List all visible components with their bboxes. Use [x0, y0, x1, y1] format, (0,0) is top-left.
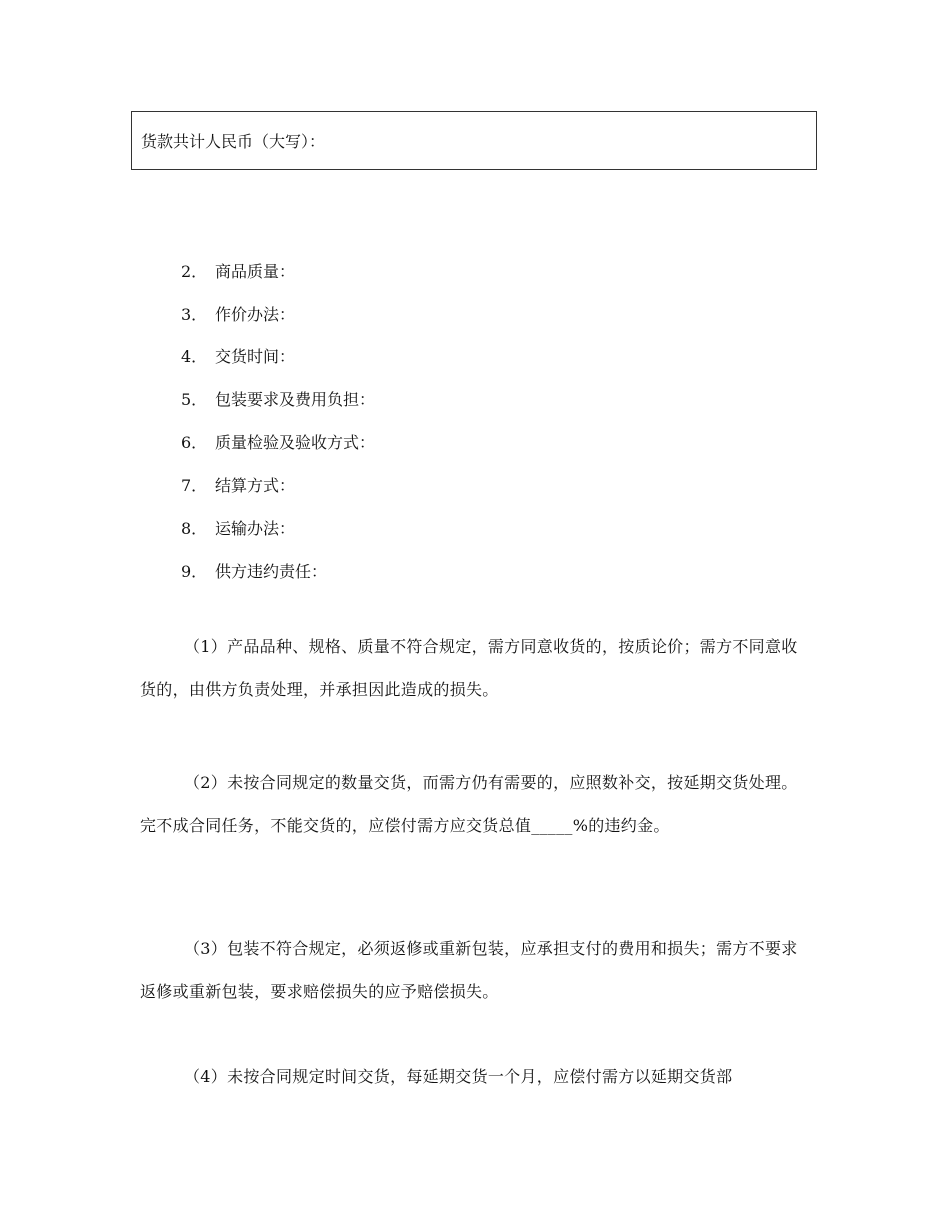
- list-item-number: 8．: [181, 519, 208, 538]
- list-item-number: 5．: [181, 390, 208, 409]
- list-item-number: 6．: [181, 433, 208, 452]
- list-item-number: 4．: [181, 347, 208, 366]
- list-item-text: 作价办法：: [215, 305, 296, 324]
- list-item-text: 包装要求及费用负担：: [215, 390, 376, 409]
- list-item-settlement: [181, 473, 295, 496]
- list-item-packaging: [181, 387, 375, 410]
- list-item-text: 结算方式：: [215, 476, 296, 495]
- payment-total-label: 货款共计人民币（大写）：: [141, 132, 326, 151]
- list-item-pricing: [181, 302, 295, 325]
- clause-paragraph-2: （2）未按合同规定的数量交货，而需方仍有需要的，应照数补交，按延期交货处理。完不成合同任务，不能交货的，应偿付需方应交货总值_____%的违约金。: [140, 773, 798, 835]
- list-item-text: 交货时间：: [215, 347, 296, 366]
- list-item-delivery-time: [181, 344, 295, 367]
- list-item-text: 供方违约责任：: [215, 562, 328, 581]
- list-item-number: 2．: [181, 262, 208, 281]
- list-item-text: 商品质量：: [215, 262, 296, 281]
- list-item-number: 7．: [181, 476, 208, 495]
- clause-paragraph-3: （3）包装不符合规定，必须返修或重新包装，应承担支付的费用和损失；需方不要求返修或重新包装，要求赔偿损失的应予赔偿损失。: [140, 939, 798, 1001]
- list-item-number: 3．: [181, 305, 208, 324]
- clause-paragraph-1: （1）产品品种、规格、质量不符合规定，需方同意收货的，按质论价；需方不同意收货的，由供方负责处理，并承担因此造成的损失。: [140, 637, 798, 699]
- list-item-number: 9．: [181, 562, 208, 581]
- list-item-text: 质量检验及验收方式：: [215, 433, 376, 452]
- list-item-quality: [181, 259, 295, 282]
- list-item-transport: [181, 516, 295, 539]
- clause-paragraph-4: （4）未按合同规定时间交货，每延期交货一个月，应偿付需方以延期交货部: [184, 1067, 733, 1086]
- list-item-inspection: [181, 430, 375, 453]
- payment-total-box: [131, 111, 817, 170]
- list-item-text: 运输办法：: [215, 519, 296, 538]
- list-item-supplier-liability: [181, 559, 327, 582]
